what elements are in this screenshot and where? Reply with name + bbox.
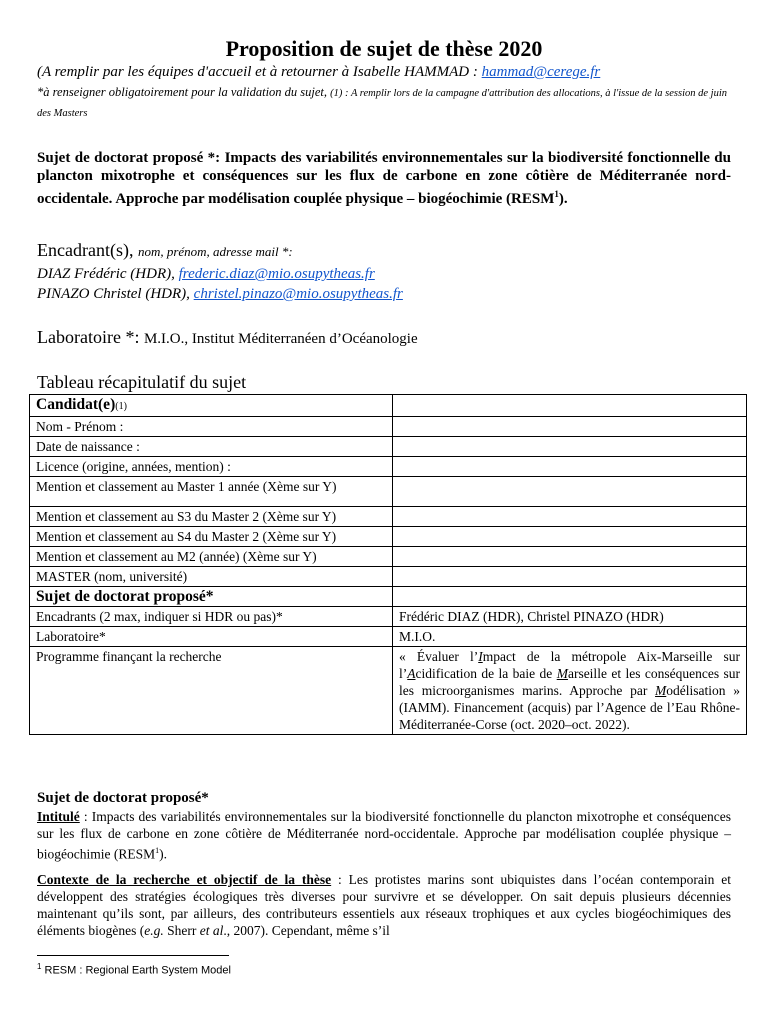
funding-text: arseille et les conséquences sur les microorganismes marins. Approche par xyxy=(399,666,740,698)
candidate-header: Candidat(e) xyxy=(36,396,116,413)
supervisors-heading xyxy=(37,240,293,261)
laboratory-line xyxy=(37,327,418,348)
funding-acronym-letter: M xyxy=(556,666,568,681)
mandatory-note xyxy=(37,83,737,123)
proposed-subject xyxy=(37,149,731,208)
table-value-cell[interactable] xyxy=(393,567,747,587)
subject-tail: ). xyxy=(558,191,568,207)
funding-text: mpact de la métropole Aix-Marseille sur l’ xyxy=(399,649,740,681)
table-value-cell[interactable] xyxy=(393,547,747,567)
table-value-cell[interactable] xyxy=(393,507,747,527)
context-etal: et al xyxy=(199,923,224,938)
table-row xyxy=(30,547,747,567)
table-value-cell[interactable] xyxy=(393,437,747,457)
table-row xyxy=(30,477,747,507)
contact-email-link[interactable]: hammad@cerege.fr xyxy=(481,64,601,80)
intitule-label: Intitulé xyxy=(37,809,80,824)
table-label-cell: Programme finançant la recherche xyxy=(30,647,393,735)
page-title: Proposition de sujet de thèse 2020 xyxy=(225,36,543,61)
table-label-cell: Mention et classement au S4 du Master 2 (Xème sur Y) xyxy=(30,527,393,547)
table-value-cell[interactable] xyxy=(393,587,747,607)
mandatory-note-text: *à renseigner obligatoirement pour la validation du sujet, xyxy=(37,85,331,99)
supervisor-line xyxy=(37,286,403,303)
table-label-cell: Mention et classement au S3 du Master 2 (Xème sur Y) xyxy=(30,507,393,527)
table-label-cell: Nom - Prénom : xyxy=(30,417,393,437)
table-row xyxy=(30,437,747,457)
table-row xyxy=(30,417,747,437)
funding-text: cidification de la baie de xyxy=(415,666,557,681)
subject-footnote-ref: 1 xyxy=(554,189,559,199)
instruction-text: (A remplir par les équipes d'accueil et à retourner à Isabelle HAMMAD : xyxy=(37,64,482,80)
table-label-cell: Date de naissance : xyxy=(30,437,393,457)
table-value-cell[interactable] xyxy=(393,395,747,417)
instruction-line xyxy=(37,64,600,81)
table-row xyxy=(30,527,747,547)
supervisors-value-cell: Frédéric DIAZ (HDR), Christel PINAZO (HDR) xyxy=(393,607,747,627)
summary-table-title: Tableau récapitulatif du sujet xyxy=(37,372,247,392)
table-header-row xyxy=(30,395,747,417)
supervisor-name: PINAZO Christel (HDR), xyxy=(37,286,194,302)
table-label-cell: Laboratoire* xyxy=(30,627,393,647)
table-value-cell[interactable] xyxy=(393,417,747,437)
supervisor-email-link[interactable]: christel.pinazo@mio.osupytheas.fr xyxy=(193,286,403,302)
table-label-cell: MASTER (nom, université) xyxy=(30,567,393,587)
table-label-cell: Encadrants (2 max, indiquer si HDR ou pas)* xyxy=(30,607,393,627)
laboratory-value: M.I.O., Institut Méditerranéen d’Océanologie xyxy=(143,331,418,347)
context-text: ., 2007). Cependant, même s’il xyxy=(223,923,390,938)
intitule-text: : Impacts des variabilités environnementales sur la biodiversité fonctionnelle du plancton mixotrophe et conséquences sur les flux de carbone en zone côtière de Méditerranée nord-occidentale. Approche par modélisation couplée physique – biogéochimie (RESM xyxy=(37,809,731,862)
intitule-footnote-ref: 1 xyxy=(155,846,160,855)
laboratory-label: Laboratoire *: xyxy=(37,327,144,347)
subject-header-cell: Sujet de doctorat proposé* xyxy=(30,587,393,607)
context-eg: e.g. xyxy=(144,923,164,938)
context-paragraph xyxy=(37,871,731,939)
context-text: Sherr xyxy=(163,923,200,938)
table-value-cell[interactable] xyxy=(393,457,747,477)
funding-value-cell xyxy=(393,647,747,735)
intitule-tail: ). xyxy=(159,846,167,862)
candidate-header-cell xyxy=(30,395,393,417)
table-row xyxy=(30,567,747,587)
table-label-cell: Licence (origine, années, mention) : xyxy=(30,457,393,477)
footnote xyxy=(37,962,231,977)
supervisors-hint: nom, prénom, adresse mail *: xyxy=(137,244,293,259)
table-value-cell[interactable] xyxy=(393,527,747,547)
funding-acronym-letter: M xyxy=(655,683,667,698)
section-heading: Sujet de doctorat proposé* xyxy=(37,790,209,806)
table-row xyxy=(30,507,747,527)
footnote-divider xyxy=(37,955,229,956)
subject-label: Sujet de doctorat proposé *: xyxy=(37,150,225,166)
funding-text: odélisation » (IAMM). Financement (acquis) par l’Agence de l’Eau Rhône-Méditerranée-Corse (oct. 2020–oct. 2022). xyxy=(399,683,740,732)
table-row xyxy=(30,607,747,627)
supervisor-email-link[interactable]: frederic.diaz@mio.osupytheas.fr xyxy=(178,266,375,282)
lab-value-cell: M.I.O. xyxy=(393,627,747,647)
table-row xyxy=(30,647,747,735)
context-text: : Les protistes marins sont ubiquistes dans l’océan contemporain et développent des stratégies écologiques très diverses pour survivre et se développer. On sait depuis plusieurs décennies maintenant qu’ils sont, par ailleurs, des contributeurs essentiels aux réseaux trophiques et aux cycles biogéochimiques des éléments biogènes ( xyxy=(37,872,731,938)
funding-text: « Évaluer l’ xyxy=(399,649,479,664)
context-label: Contexte de la recherche et objectif de la thèse xyxy=(37,872,332,887)
footnote-mark: 1 xyxy=(37,962,42,971)
funding-acronym-letter: A xyxy=(407,666,416,681)
summary-table xyxy=(29,394,747,735)
intitule-paragraph xyxy=(37,808,731,863)
table-label-cell: Mention et classement au M2 (année) (Xème sur Y) xyxy=(30,547,393,567)
table-label-cell: Mention et classement au Master 1 année (Xème sur Y) xyxy=(30,477,393,507)
supervisor-name: DIAZ Frédéric (HDR), xyxy=(37,266,179,282)
candidate-header-note: (1) xyxy=(115,401,127,412)
supervisor-line xyxy=(37,266,375,283)
footnote-text: RESM : Regional Earth System Model xyxy=(41,964,231,977)
table-row xyxy=(30,457,747,477)
subject-text: Impacts des variabilités environnementales sur la biodiversité fonctionnelle du plancton mixotrophe et conséquences sur les flux de carbone en zone côtière de Méditerranée nord-occidentale. Approche par modélisation couplée physique – biogéochimie (RESM xyxy=(37,150,731,207)
table-row xyxy=(30,627,747,647)
mandatory-note-small: (1) : A remplir lors de la campagne d'attribution des allocations, à l'issue de la session de juin des Masters xyxy=(37,88,728,119)
funding-acronym-letter: I xyxy=(478,649,483,664)
table-header-row xyxy=(30,587,747,607)
supervisors-heading-text: Encadrant(s), xyxy=(37,240,138,260)
table-value-cell[interactable] xyxy=(393,477,747,507)
